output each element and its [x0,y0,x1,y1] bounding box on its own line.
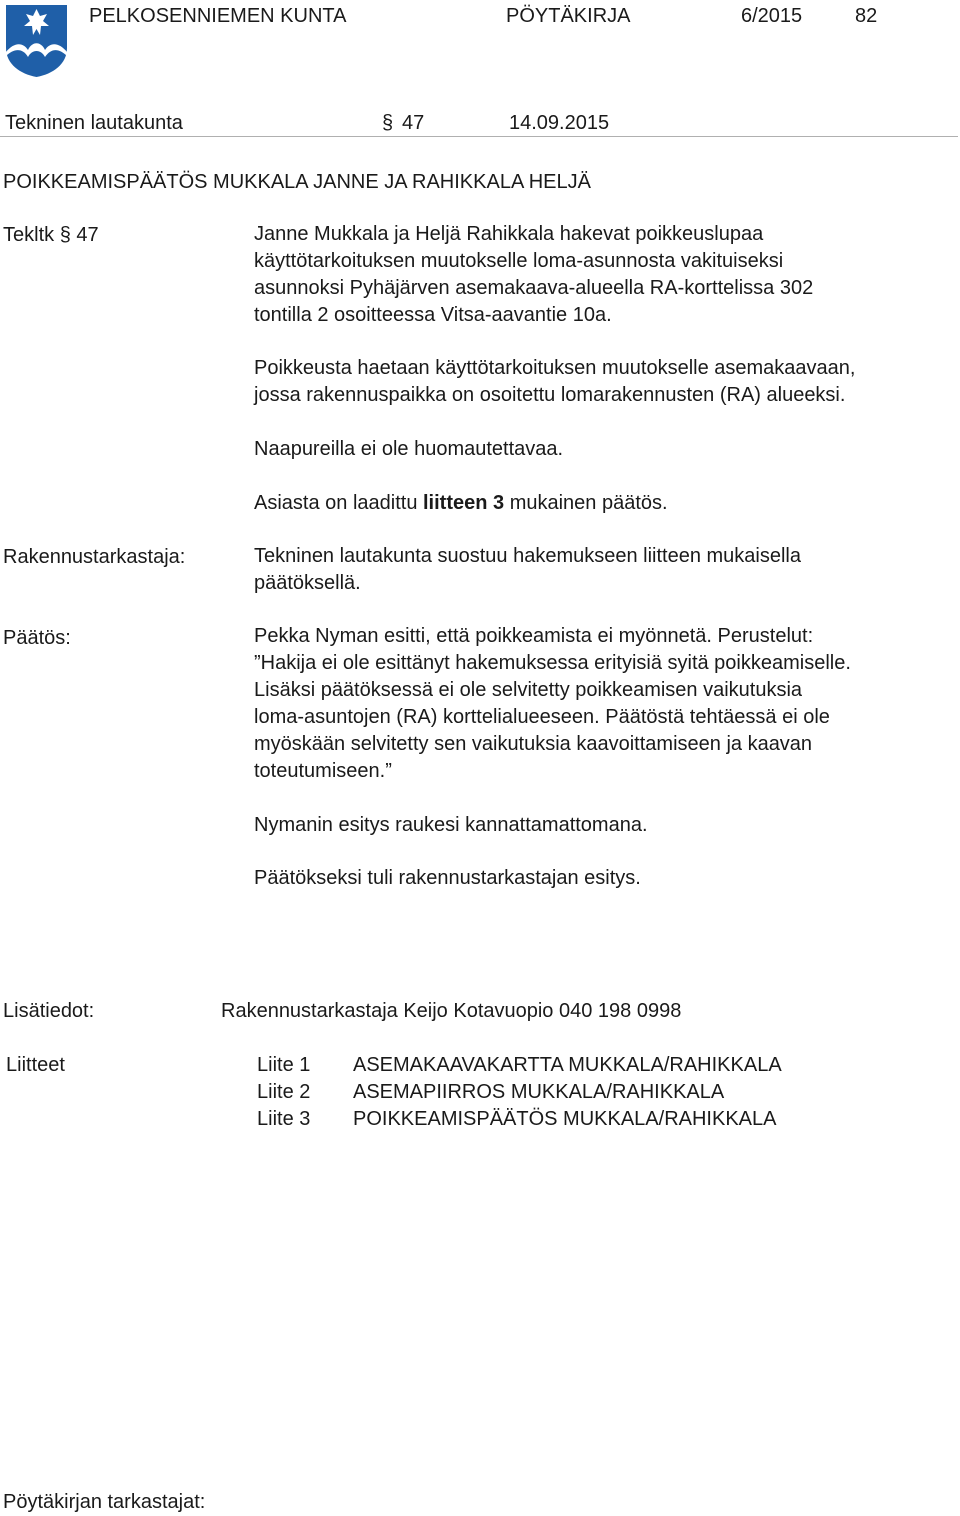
paragraph-line: tontilla 2 osoitteessa Vitsa-aavantie 10a. [254,304,612,326]
paragraph-line: käyttötarkoituksen muutokselle loma-asunnosta vakituiseksi [254,250,784,272]
paragraph-neighbours [254,436,954,463]
paragraph-line: Janne Mukkala ja Heljä Rahikkala hakevat poikkeuslupaa [254,223,764,245]
paragraph-line: Nymanin esitys raukesi kannattamattomana. [254,814,648,836]
coat-of-arms-icon [5,4,68,78]
paragraph-line: Päätökseksi tuli rakennustarkastajan esitys. [254,867,641,889]
paragraph-exception [254,355,954,409]
meeting-date: 14.09.2015 [509,112,610,134]
page-number: 82 [855,5,878,27]
paragraph-line: jossa rakennuspaikka on osoitettu lomarakennusten (RA) alueeksi. [254,384,846,406]
reference-label [3,224,99,247]
committee-name: Tekninen lautakunta [5,112,183,134]
paragraph-decision-prepared [254,490,954,517]
paragraph-line [254,490,954,517]
paragraph-application [254,221,954,329]
attachments-label: Liitteet [6,1054,65,1076]
reference-label-text: Tekltk [3,224,55,246]
paragraph-line: Poikkeusta haetaan käyttötarkoituksen muutokselle asemakaavaan, [254,357,856,379]
page-title: POIKKEAMISPÄÄTÖS MUKKALA JANNE JA RAHIKKALA HELJÄ [3,171,591,193]
paragraph-line: Pekka Nyman esitti, että poikkeamista ei myönnetä. Perustelut: [254,625,814,647]
reference-number: 47 [76,224,99,246]
paragraph-line: myöskään selvitetty sen vaikutuksia kaavoittamiseen ja kaavan [254,733,813,755]
attachment-id: Liite 2 [257,1081,311,1103]
paragraph-line: ”Hakija ei ole esittänyt hakemuksessa erityisiä syitä poikkeamiselle. [254,652,851,674]
text-run: Asiasta on laadittu [254,492,423,514]
info-contact: Rakennustarkastaja Keijo Kotavuopio 040 198 0998 [221,1000,682,1022]
minutes-inspectors-label: Pöytäkirjan tarkastajat: [3,1491,206,1513]
paragraph-line: Naapureilla ei ole huomautettavaa. [254,438,564,460]
decision-text [254,623,954,785]
attachment-title: ASEMAPIIRROS MUKKALA/RAHIKKALA [353,1081,725,1103]
paragraph-line: toteutumiseen.” [254,760,392,782]
paragraph-line: Tekninen lautakunta suostuu hakemukseen liitteen mukaisella [254,545,802,567]
paragraph-line: loma-asuntojen (RA) korttelialueeseen. Päätöstä tehtäessä ei ole [254,706,830,728]
attachment-reference: liitteen 3 [423,492,505,514]
attachment-title: ASEMAKAAVAKARTTA MUKKALA/RAHIKKALA [353,1054,782,1076]
proposal-label: Rakennustarkastaja: [3,546,186,568]
info-label: Lisätiedot: [3,1000,95,1022]
attachment-id: Liite 3 [257,1108,311,1130]
paragraph-line: Lisäksi päätöksessä ei ole selvitetty poikkeamisen vaikutuksia [254,679,803,701]
paragraph-line: päätöksellä. [254,572,361,594]
section-sign: § [382,112,394,134]
decision-outcome-2 [254,865,954,892]
municipality-name: PELKOSENNIEMEN KUNTA [89,5,347,27]
document-type: PÖYTÄKIRJA [506,5,631,27]
attachment-title: POIKKEAMISPÄÄTÖS MUKKALA/RAHIKKALA [353,1108,777,1130]
header-divider [0,136,958,137]
attachment-id: Liite 1 [257,1054,311,1076]
decision-label: Päätös: [3,627,71,649]
text-run: mukainen päätös. [504,492,668,514]
decision-outcome-1 [254,812,954,839]
reference-section-sign: § [59,224,71,246]
paragraph-line: asunnoksi Pyhäjärven asemakaava-alueella RA-korttelissa 302 [254,277,814,299]
proposal-text [254,543,954,597]
section-number: 47 [402,112,425,134]
issue-number: 6/2015 [741,5,803,27]
